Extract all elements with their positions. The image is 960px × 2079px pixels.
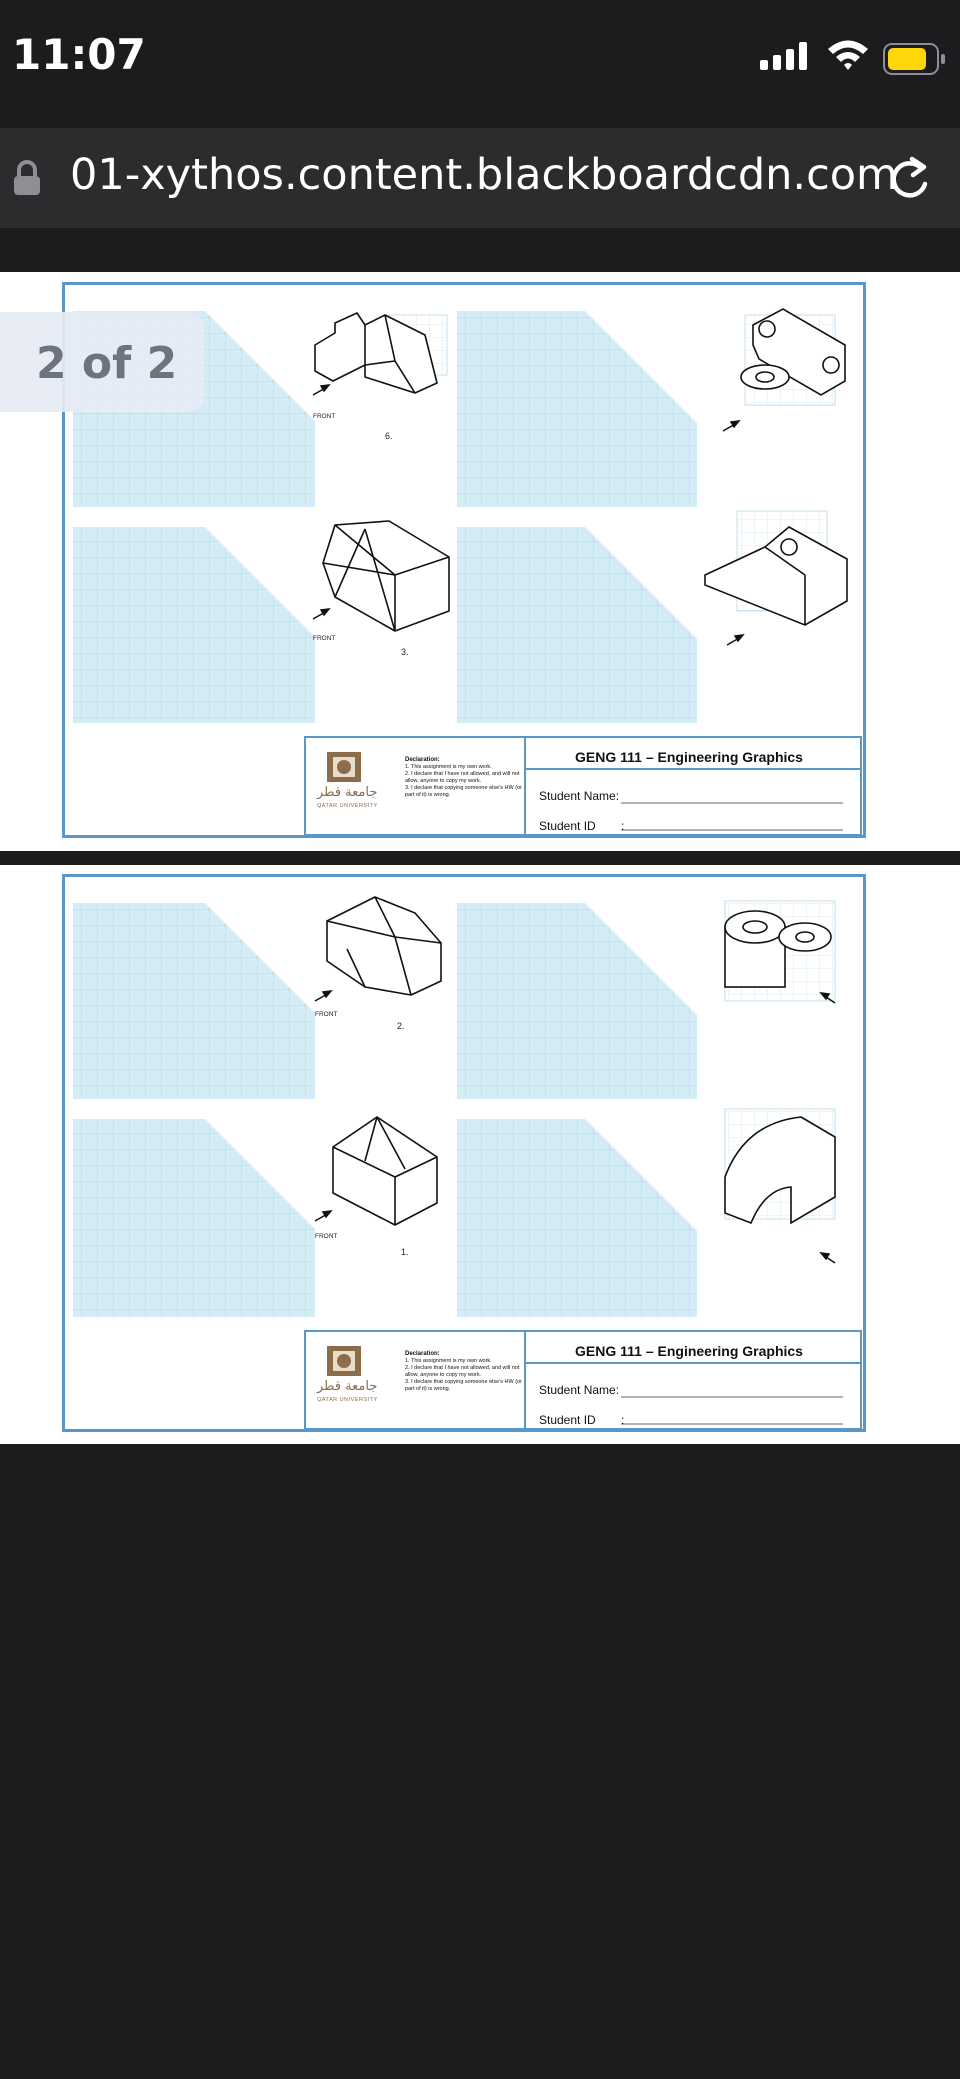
isometric-object-cylinder	[725, 901, 835, 1001]
front-label: FRONT	[313, 413, 336, 420]
qatar-university-logo	[327, 1346, 361, 1376]
wifi-icon	[826, 38, 870, 70]
logo-english-text: QATAR UNIVERSITY	[317, 803, 378, 809]
course-title: GENG 111 – Engineering Graphics	[575, 749, 803, 765]
grid-panel	[457, 311, 697, 507]
logo-arabic-text: جامعة قطر	[317, 1379, 378, 1394]
student-name-label: Student Name:	[539, 789, 620, 803]
status-bar	[0, 0, 960, 120]
lock-icon	[12, 160, 42, 196]
isometric-object-bracket	[705, 511, 847, 625]
logo-arabic-text: جامعة قطر	[317, 785, 378, 800]
qatar-university-logo	[327, 752, 361, 782]
problem-number: 6.	[385, 431, 393, 441]
student-id-label: Student ID	[539, 1413, 596, 1427]
isometric-object-pillow-block	[741, 309, 845, 405]
isometric-object-2	[327, 897, 441, 995]
grid-panel	[73, 903, 315, 1099]
reload-icon[interactable]	[884, 154, 934, 204]
problem-number: 1.	[401, 1247, 409, 1257]
page-separator	[0, 851, 960, 865]
front-label: FRONT	[313, 635, 336, 642]
grid-panel	[457, 527, 697, 723]
clock: 11:07	[12, 30, 146, 79]
grid-panel	[73, 1119, 315, 1317]
student-name-label: Student Name:	[539, 1383, 620, 1397]
grid-panel	[73, 527, 315, 723]
isometric-object-3	[323, 521, 449, 631]
course-title: GENG 111 – Engineering Graphics	[575, 1343, 803, 1359]
student-id-label: Student ID	[539, 819, 596, 833]
grid-panel	[457, 903, 697, 1099]
address-bar[interactable]	[0, 128, 960, 228]
page-counter	[0, 312, 204, 412]
declaration: Declaration: 1. This assignment is my own work. 2. I declare that I have not allowed, and will not allow, anyone to copy my work. 3. I declare that copying someone else's HW (or part of it) is wrong.	[405, 757, 522, 798]
grid-panel	[457, 1119, 697, 1317]
declaration: Declaration: 1. This assignment is my own work. 2. I declare that I have not allowed, and will not allow, anyone to copy my work. 3. I declare that copying someone else's HW (or part of it) is wrong.	[405, 1351, 522, 1392]
page-counter-text: 2 of 2	[36, 338, 178, 389]
front-label: FRONT	[315, 1011, 338, 1018]
isometric-object-6	[315, 313, 447, 393]
student-id-colon: :	[621, 819, 625, 833]
front-label: FRONT	[315, 1233, 338, 1240]
url-text[interactable]: 01-xythos.content.blackboardcdn.com	[70, 150, 898, 200]
isometric-object-curved-block	[725, 1109, 835, 1223]
logo-english-text: QATAR UNIVERSITY	[317, 1397, 378, 1403]
cellular-signal-icon	[760, 42, 812, 70]
assignment-sheet-2	[62, 874, 866, 1432]
problem-number: 3.	[401, 647, 409, 657]
problem-number: 2.	[397, 1021, 405, 1031]
battery-icon	[883, 43, 947, 75]
isometric-object-1	[333, 1117, 437, 1225]
student-id-colon: :	[621, 1413, 625, 1427]
